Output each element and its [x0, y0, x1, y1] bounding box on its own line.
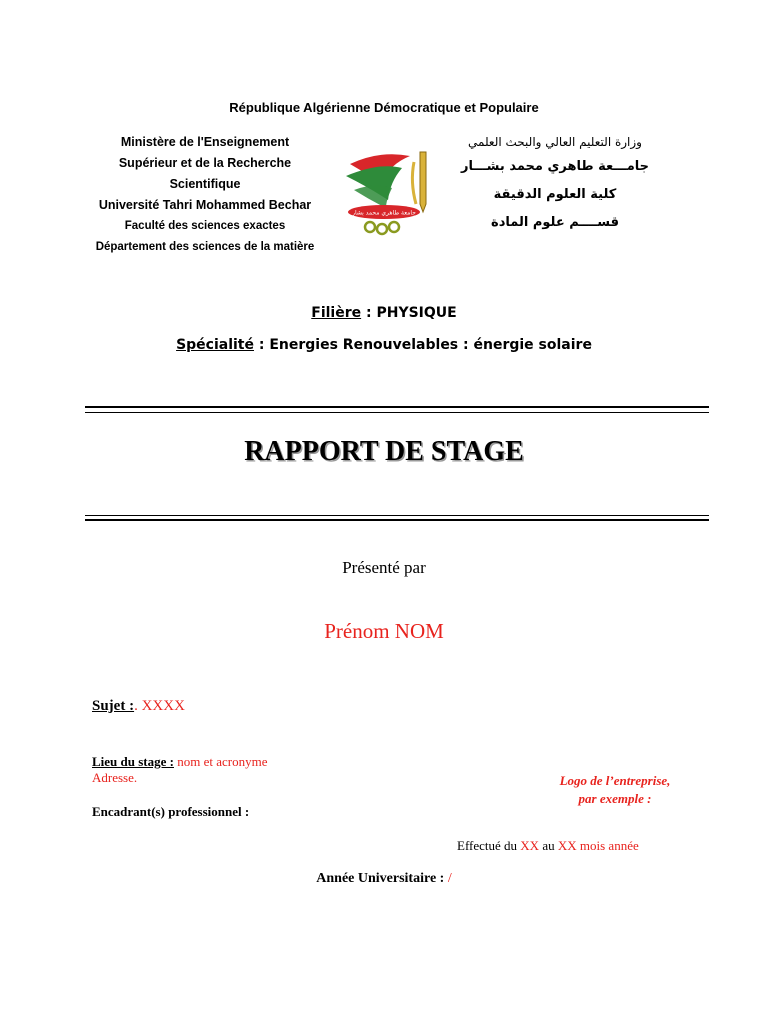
- subject-value: XXXX: [137, 698, 185, 714]
- logo-entreprise-line1: Logo de l’entreprise,: [559, 773, 671, 788]
- effectue-line: [457, 838, 639, 854]
- specialite-label: Spécialité: [176, 337, 254, 353]
- arabic-institution-block: [430, 131, 680, 237]
- fr-line-faculty: Faculté des sciences exactes: [124, 220, 286, 232]
- adresse: Adresse.: [92, 770, 138, 785]
- encadrant-label: Encadrant(s) professionnel :: [92, 804, 250, 819]
- lieu-line: [92, 754, 267, 770]
- subject-separator: .: [134, 698, 138, 714]
- annee-line: [0, 871, 768, 887]
- ar-line-faculty: كلية العلوم الدقيقة: [493, 187, 617, 202]
- lieu-label: Lieu du stage :: [92, 754, 174, 769]
- logo-green-swoosh-2: [354, 185, 392, 208]
- bottom-rule-thick: [85, 519, 709, 521]
- company-logo-placeholder: [520, 772, 710, 808]
- logo-banner-text: جامعة طاهري محمد بشار: [352, 209, 416, 217]
- fr-line-department: Département des sciences de la matière: [95, 241, 315, 253]
- specialite-value: : Energies Renouvelables : énergie solaire: [254, 337, 592, 353]
- effectue-to: XX mois année: [557, 838, 639, 853]
- report-title: RAPPORT DE STAGE: [244, 436, 524, 467]
- french-institution-block: [80, 132, 330, 258]
- logo-chain-2: [377, 224, 387, 234]
- logo-chain-3: [389, 222, 399, 232]
- fr-line-scientifique: Scientifique: [169, 177, 241, 191]
- presented-by: Présenté par: [342, 558, 426, 577]
- effectue-from: XX: [520, 838, 540, 853]
- lieu-value: nom et acronyme: [173, 754, 268, 769]
- university-logo: [340, 142, 440, 242]
- logo-wheat: [412, 162, 416, 204]
- annee-value: /: [447, 871, 452, 886]
- specialite-line: [0, 337, 768, 353]
- subject-line: [92, 698, 185, 715]
- bottom-rule-thin: [85, 515, 709, 516]
- logo-pen: [420, 152, 426, 212]
- filiere-label: Filière: [311, 305, 362, 321]
- ar-line-department: قســــم علوم المادة: [491, 215, 619, 230]
- filiere-value: : PHYSIQUE: [361, 305, 457, 321]
- ar-line-ministry: وزارة التعليم العالي والبحث العلمي: [468, 135, 642, 149]
- top-rule-thin: [85, 412, 709, 413]
- fr-line-ministry: Ministère de l'Enseignement: [120, 135, 290, 149]
- effectue-mid: au: [539, 838, 558, 853]
- republic-heading: République Algérienne Démocratique et Populaire: [229, 100, 539, 115]
- top-rule-thick: [85, 406, 709, 408]
- filiere-line: [0, 305, 768, 321]
- logo-chain-1: [365, 222, 375, 232]
- lieu-block: [92, 754, 267, 786]
- fr-line-superieur: Supérieur et de la Recherche: [118, 156, 292, 170]
- ar-line-university: جامـــعة طاهري محمد بشـــار: [460, 159, 650, 174]
- annee-label: Année Universitaire :: [316, 871, 448, 886]
- effectue-prefix: Effectué du: [457, 838, 521, 853]
- student-name: Prénom NOM: [324, 619, 444, 643]
- subject-label: Sujet :: [92, 698, 135, 714]
- fr-line-university: Université Tahri Mohammed Bechar: [98, 198, 312, 212]
- logo-entreprise-line2: par exemple :: [578, 791, 652, 806]
